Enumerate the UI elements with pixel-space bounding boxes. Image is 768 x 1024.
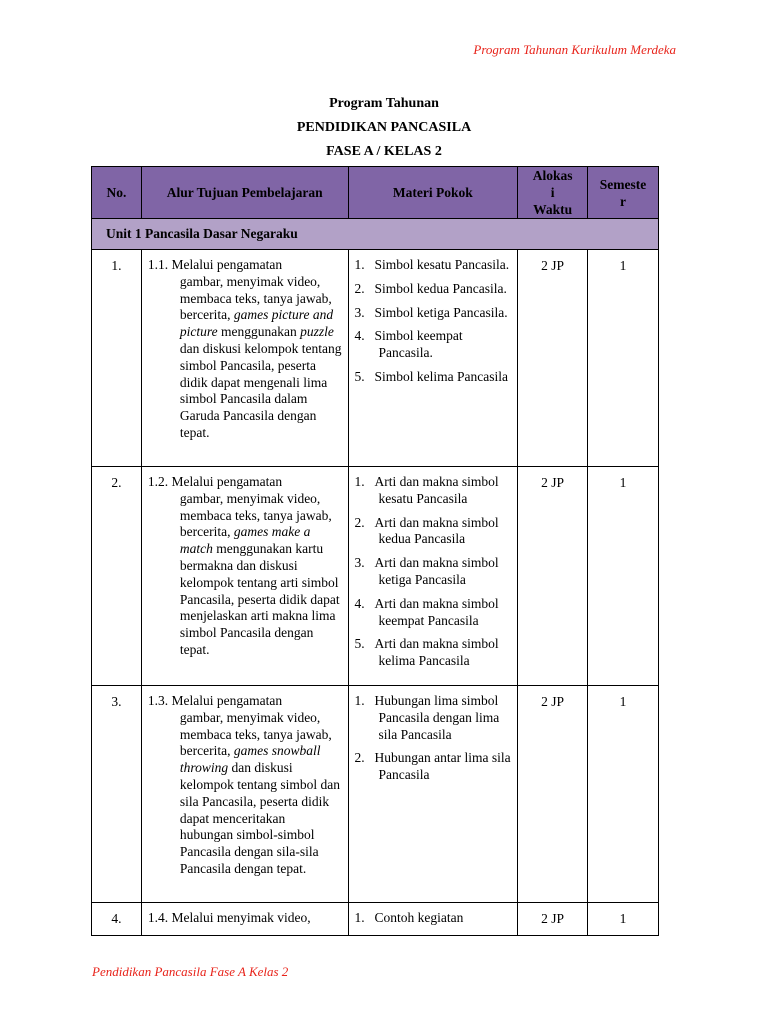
materi-list [355, 910, 512, 927]
materi-text: Arti dan makna simbol kesatu Pancasila [374, 474, 499, 506]
atp-code: 1.3. [147, 692, 169, 708]
materi-text: Simbol kedua Pancasila. [374, 280, 507, 296]
table-header-row [92, 167, 659, 219]
atp-text: dan diskusi kelompok tentang simbol dan sila Pancasila, peserta didik dapat menceritakan hubungan simbol-simbol Pancasila dengan sila-sila Pancasila dengan tepat. [179, 760, 340, 876]
table-row [92, 902, 659, 935]
atp-first-line: Melalui pengamatan [171, 474, 283, 489]
atp-emphasis: games snowball throwing [179, 743, 321, 776]
materi-list [355, 257, 512, 386]
atp-text: gambar, menyimak video, membaca teks, tanya jawab, bercerita, [179, 709, 332, 759]
materi-number: 1. [354, 474, 365, 489]
atp-cell [141, 250, 348, 467]
materi-cell [348, 467, 518, 686]
alokasi-waktu: 2 JP [518, 250, 588, 467]
materi-number: 4. [354, 595, 365, 611]
materi-number: 2. [354, 514, 365, 530]
list-item [355, 555, 512, 589]
atp-code: 1.4. [147, 909, 169, 925]
program-table [91, 166, 659, 936]
atp-first-line: Melalui menyimak video, [171, 909, 311, 925]
materi-text: Contoh kegiatan [374, 909, 464, 925]
materi-number: 2. [354, 280, 365, 296]
atp-code: 1.2. [147, 474, 169, 489]
row-number: 1. [92, 250, 142, 467]
materi-text: Arti dan makna simbol keempat Pancasila [374, 595, 499, 628]
header-semester-line2: r [620, 193, 627, 209]
materi-text: Arti dan makna simbol kedua Pancasila [374, 514, 499, 547]
materi-cell [348, 250, 518, 467]
materi-text: Hubungan lima simbol Pancasila dengan lima sila Pancasila [374, 692, 500, 742]
row-number: 4. [92, 902, 142, 935]
atp-cell [141, 685, 348, 902]
semester: 1 [588, 902, 659, 935]
materi-text: Simbol ketiga Pancasila. [374, 304, 508, 320]
alokasi-waktu: 2 JP [518, 685, 588, 902]
header-atp: Alur Tujuan Pembelajaran [141, 167, 348, 219]
list-item [355, 281, 512, 298]
atp-cell [141, 467, 348, 686]
atp-text: gambar, menyimak video, membaca teks, tanya jawab, bercerita, [179, 273, 332, 323]
list-item [355, 305, 512, 322]
atp-emphasis: games make a match [179, 524, 311, 557]
title-line-3: FASE A / KELAS 2 [326, 144, 442, 159]
semester: 1 [588, 467, 659, 686]
materi-cell [348, 685, 518, 902]
semester: 1 [588, 250, 659, 467]
materi-text: Arti dan makna simbol ketiga Pancasila [374, 555, 499, 587]
list-item [355, 328, 512, 362]
header-semester-line1: Semeste [599, 176, 647, 192]
unit-row [92, 219, 659, 250]
footer-note: Pendidikan Pancasila Fase A Kelas 2 [92, 964, 289, 979]
alokasi-waktu: 2 JP [518, 467, 588, 686]
materi-cell [348, 902, 518, 935]
alokasi-waktu: 2 JP [518, 902, 588, 935]
atp-text: menggunakan [217, 324, 301, 340]
atp-emphasis: puzzle [300, 324, 334, 340]
materi-list [355, 693, 512, 784]
list-item [355, 693, 512, 743]
materi-number: 2. [354, 750, 365, 766]
header-alokasi-line3: Waktu [533, 202, 573, 217]
list-item [355, 474, 512, 508]
header-alokasi-line1: Alokas [532, 168, 573, 183]
materi-list [355, 474, 512, 670]
atp-text: menggunakan kartu bermakna dan diskusi kelompok tentang arti simbol Pancasila, peserta didik dapat menjelaskan arti makna lima simbol Pancasila dengan tepat. [179, 541, 340, 657]
materi-number: 4. [354, 328, 365, 344]
list-item [355, 910, 512, 927]
atp-body [148, 491, 342, 659]
row-number: 2. [92, 467, 142, 686]
atp-first-line: Melalui pengamatan [171, 692, 283, 708]
materi-number: 3. [354, 555, 365, 571]
materi-text: Hubungan antar lima sila Pancasila [374, 750, 511, 783]
table-row [92, 250, 659, 467]
atp-cell [141, 902, 348, 935]
materi-text: Simbol keempat Pancasila. [374, 328, 463, 361]
header-note: Program Tahunan Kurikulum Merdeka [473, 42, 676, 57]
materi-text: Simbol kesatu Pancasila. [374, 257, 510, 272]
title-line-1: Program Tahunan [329, 96, 439, 111]
materi-number: 5. [354, 368, 365, 384]
title-block [0, 92, 768, 164]
list-item [355, 515, 512, 549]
atp-code: 1.1. [147, 257, 169, 272]
atp-text: dan diskusi kelompok tentang simbol Pancasila, peserta didik dapat mengenali lima simbol Pancasila dalam Garuda Pancasila dengan tepat. [179, 340, 342, 440]
list-item [355, 369, 512, 386]
unit-title: Unit 1 Pancasila Dasar Negaraku [92, 219, 659, 250]
atp-body [148, 710, 342, 878]
materi-number: 1. [354, 692, 365, 708]
materi-text: Arti dan makna simbol kelima Pancasila [374, 636, 499, 669]
table-row [92, 685, 659, 902]
list-item [355, 750, 512, 784]
atp-emphasis: games picture and picture [179, 307, 334, 340]
list-item [355, 257, 512, 274]
atp-first-line: Melalui pengamatan [171, 257, 283, 272]
materi-number: 1. [354, 257, 365, 272]
materi-text: Simbol kelima Pancasila [374, 368, 508, 384]
title-line-2: PENDIDIKAN PANCASILA [296, 120, 472, 135]
atp-body [148, 274, 342, 442]
list-item [355, 636, 512, 670]
semester: 1 [588, 685, 659, 902]
header-semester [588, 167, 659, 219]
materi-number: 1. [354, 909, 365, 925]
header-alokasi [518, 167, 588, 219]
materi-number: 5. [354, 636, 365, 652]
list-item [355, 596, 512, 630]
atp-text: gambar, menyimak video, membaca teks, tanya jawab, bercerita, [179, 490, 332, 540]
header-materi: Materi Pokok [348, 167, 518, 219]
header-no: No. [92, 167, 142, 219]
table-row [92, 467, 659, 686]
header-alokasi-line2: i [550, 185, 555, 200]
row-number: 3. [92, 685, 142, 902]
materi-number: 3. [354, 304, 365, 320]
